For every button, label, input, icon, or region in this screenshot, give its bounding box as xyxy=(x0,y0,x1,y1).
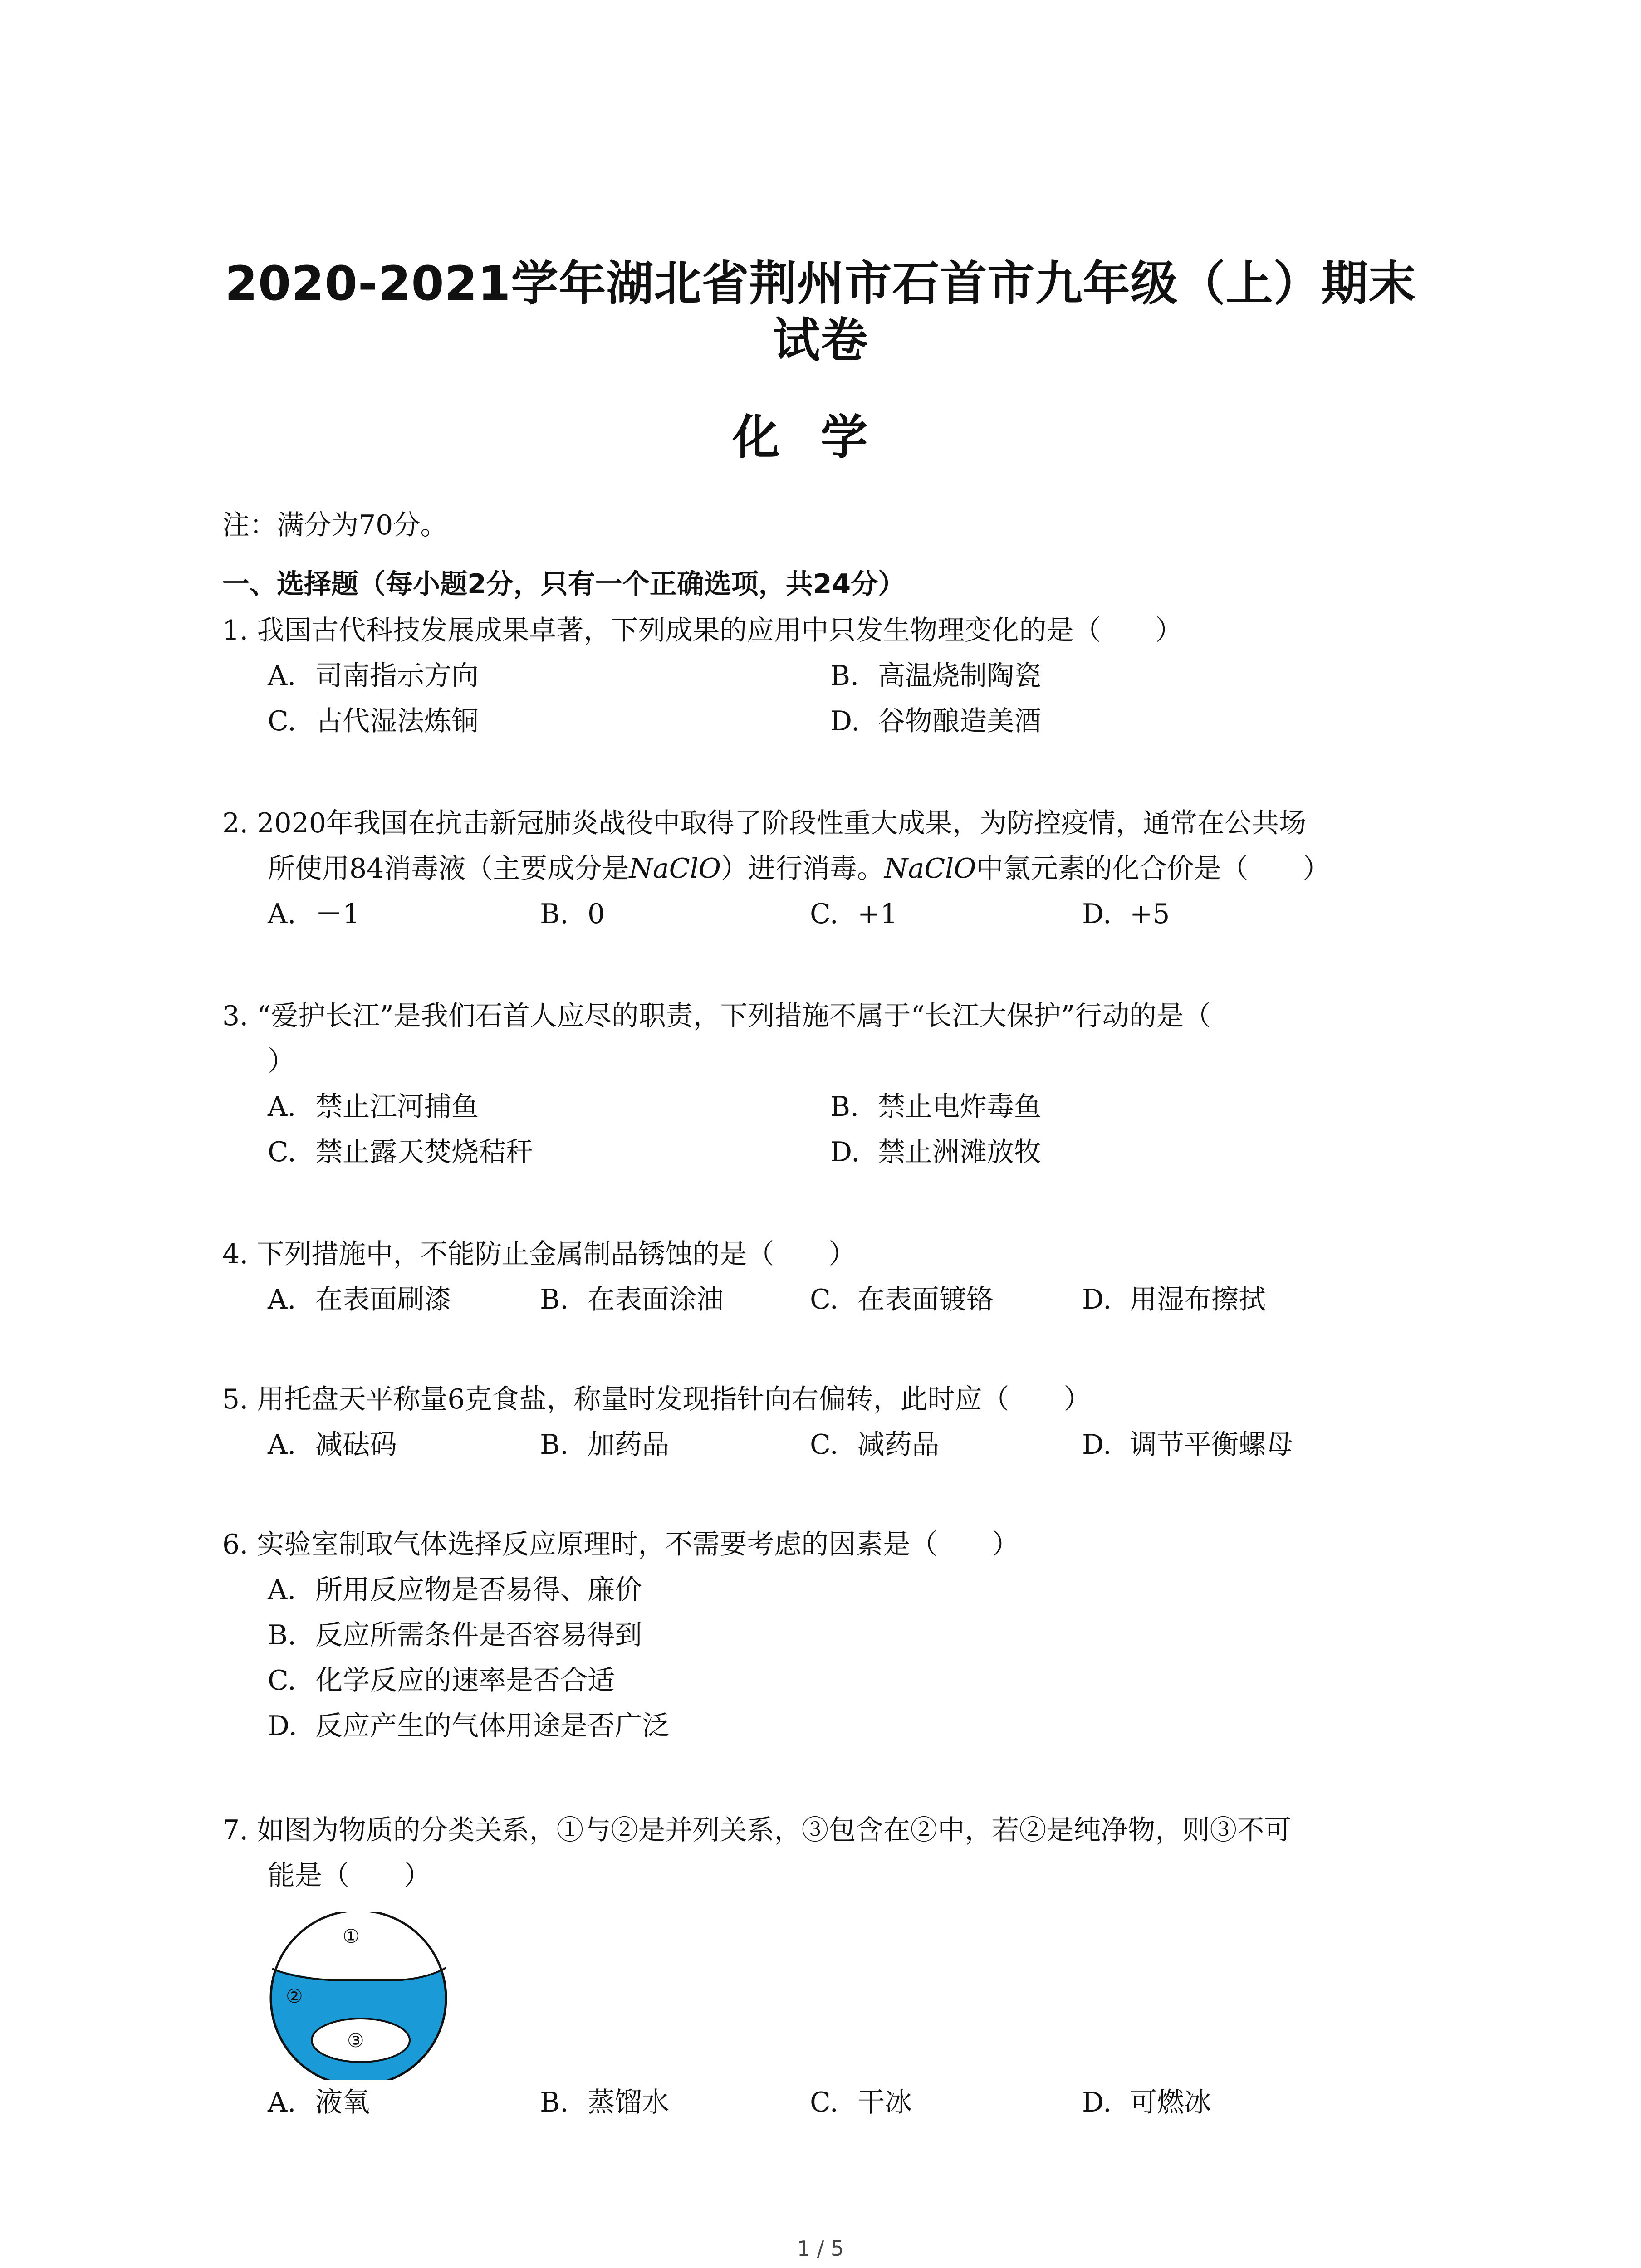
option-d: D. 谷物酿造美酒 xyxy=(830,705,1041,737)
question-number: 6. xyxy=(222,1529,249,1560)
question-stem: 2020年我国在抗击新冠肺炎战役中取得了阶段性重大成果，为防控疫情，通常在公共场 xyxy=(257,807,1307,839)
question-stem: 用托盘天平称量6克食盐，称量时发现指针向右偏转，此时应（ xyxy=(257,1383,1009,1415)
option-d: D. 禁止洲滩放牧 xyxy=(830,1136,1041,1168)
option-c: C. 禁止露天焚烧秸秆 xyxy=(268,1136,533,1168)
question-3-line2: ） xyxy=(268,1046,295,1077)
option-a: A. 在表面刷漆 xyxy=(268,1284,451,1315)
exam-title-line1: 2020-2021学年湖北省荆州市石首市九年级（上）期末 xyxy=(225,256,1416,311)
option-a: A. 司南指示方向 xyxy=(268,660,479,692)
option-a: A. 减砝码 xyxy=(268,1429,397,1461)
question-number: 1. xyxy=(222,615,249,646)
question-number: 4. xyxy=(222,1238,249,1270)
option-a: A. 液氧 xyxy=(268,2087,370,2118)
question-stem: 实验室制取气体选择反应原理时，不需要考虑的因素是（ xyxy=(257,1529,938,1560)
formula: NaClO xyxy=(884,853,976,885)
label-region-2: ② xyxy=(286,1985,303,2007)
paren-close: ） xyxy=(1155,615,1183,646)
option-d: D. +5 xyxy=(1082,898,1170,930)
option-d: D. 反应产生的气体用途是否广泛 xyxy=(268,1710,669,1742)
option-b: B. 0 xyxy=(540,898,605,930)
option-b: B. 蒸馏水 xyxy=(540,2087,669,2118)
option-b: B. 高温烧制陶瓷 xyxy=(830,660,1041,692)
question-stem: 我国古代科技发展成果卓著，下列成果的应用中只发生物理变化的是（ xyxy=(257,615,1101,646)
score-note: 注：满分为70分。 xyxy=(222,509,448,541)
question-6: 6. 实验室制取气体选择反应原理时，不需要考虑的因素是（ ） xyxy=(222,1529,1019,1560)
label-region-1: ① xyxy=(343,1925,360,1947)
question-4: 4. 下列措施中，不能防止金属制品锈蚀的是（ ） xyxy=(222,1238,856,1270)
option-a: A. 所用反应物是否易得、廉价 xyxy=(268,1574,642,1606)
option-c: C. 古代湿法炼铜 xyxy=(268,705,479,737)
page-number: 1 / 5 xyxy=(797,2236,844,2261)
subject-heading: 化学 xyxy=(732,410,909,465)
classification-diagram xyxy=(265,1912,451,2080)
option-b: B. 禁止电炸毒鱼 xyxy=(830,1091,1041,1123)
question-number: 3. xyxy=(222,1000,249,1032)
question-2-line2: 所使用84消毒液（主要成分是NaClO）进行消毒。NaClO中氯元素的化合价是（ ） xyxy=(268,853,1330,885)
question-number: 2. xyxy=(222,807,249,839)
option-b: B. 反应所需条件是否容易得到 xyxy=(268,1619,642,1651)
option-d: D. 可燃冰 xyxy=(1082,2087,1211,2118)
option-d: D. 调节平衡螺母 xyxy=(1082,1429,1293,1461)
question-number: 7. xyxy=(222,1814,249,1846)
question-stem: 下列措施中，不能防止金属制品锈蚀的是（ xyxy=(257,1238,774,1270)
section-title: 一、选择题（每小题2分，只有一个正确选项，共24分） xyxy=(222,568,906,600)
option-c: C. +1 xyxy=(810,898,898,930)
question-2 xyxy=(222,801,1306,846)
option-a: A. 禁止江河捕鱼 xyxy=(268,1091,479,1123)
option-c: C. 化学反应的速率是否合适 xyxy=(268,1665,615,1696)
question-stem: “爱护长江”是我们石首人应尽的职责，下列措施不属于“长江大保护”行动的是（ xyxy=(257,1000,1211,1032)
question-stem: 如图为物质的分类关系，①与②是并列关系，③包含在②中，若②是纯净物，则③不可 xyxy=(257,1814,1292,1846)
option-c: C. 减药品 xyxy=(810,1429,939,1461)
option-c: C. 在表面镀铬 xyxy=(810,1284,994,1315)
label-region-3: ③ xyxy=(347,2029,364,2052)
option-c: C. 干冰 xyxy=(810,2087,912,2118)
question-number: 5. xyxy=(222,1383,249,1415)
question-7-line2: 能是（ ） xyxy=(268,1860,431,1892)
option-b: B. 在表面涂油 xyxy=(540,1284,724,1315)
option-b: B. 加药品 xyxy=(540,1429,669,1461)
question-3 xyxy=(222,993,1211,1039)
formula: NaClO xyxy=(629,853,721,885)
option-a: A. －1 xyxy=(268,898,360,930)
question-5: 5. 用托盘天平称量6克食盐，称量时发现指针向右偏转，此时应（ ） xyxy=(222,1383,1091,1415)
question-1 xyxy=(222,608,1182,653)
option-d: D. 用湿布擦拭 xyxy=(1082,1284,1266,1315)
exam-title-line2: 试卷 xyxy=(773,313,868,368)
question-7 xyxy=(222,1808,1291,1853)
